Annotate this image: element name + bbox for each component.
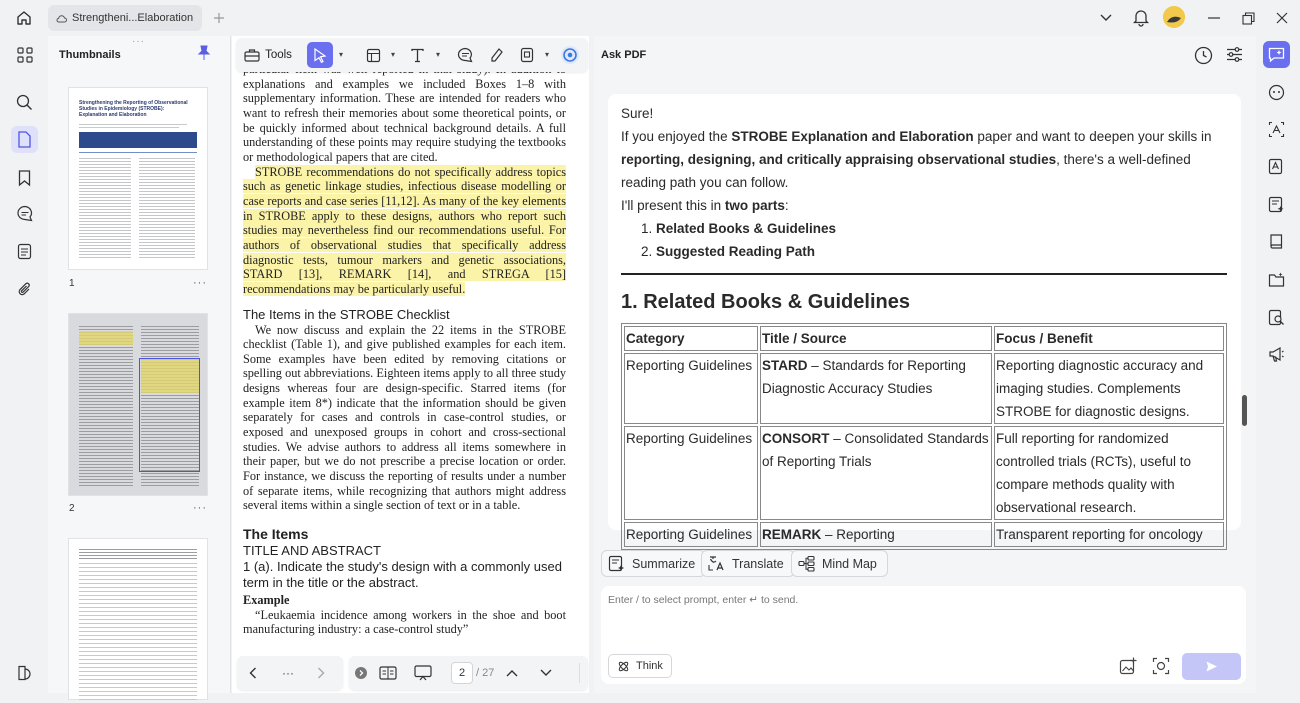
summarize-icon — [608, 555, 625, 572]
thumbnail-more-icon[interactable]: ··· — [193, 502, 207, 514]
mind-map-icon — [798, 555, 815, 572]
chevron-left-icon[interactable] — [242, 662, 264, 684]
table-header-row — [624, 326, 1224, 351]
page-nav-left — [237, 656, 343, 690]
filter-settings-icon[interactable] — [1226, 46, 1243, 63]
search-document-icon[interactable] — [1263, 304, 1290, 331]
horizontal-rule — [621, 273, 1227, 275]
apps-grid-icon[interactable] — [11, 41, 38, 68]
chevron-down-icon[interactable] — [535, 662, 557, 684]
ocr-text-icon[interactable] — [1263, 153, 1290, 180]
add-image-icon[interactable] — [1119, 657, 1137, 675]
thumbnail-page-number: 1 — [69, 278, 75, 289]
answer-intro: If you enjoyed the STROBE Explanation and Elaboration paper and want to deepen your skills in reporting, designing, and critically appraising observational studies, there's a well-defined reading path you can follow. — [621, 129, 1212, 190]
item-text: 1 (a). Indicate the study's design with a commonly used term in the title or the abstract. — [243, 559, 562, 591]
viewport-indicator[interactable] — [139, 358, 200, 472]
table-cell: Full reporting for randomized controlled trials (RCTs), useful to compare methods quality with observational research. — [994, 426, 1224, 520]
folder-ai-icon[interactable] — [1263, 266, 1290, 293]
cloud-icon — [56, 14, 67, 23]
think-label: Think — [636, 660, 663, 672]
highlighted-paragraph — [243, 165, 566, 297]
answer-present: I'll present this in two parts: — [621, 198, 789, 213]
list-item: 2. Suggested Reading Path — [641, 244, 816, 259]
section-heading: The Items — [243, 526, 309, 543]
atom-icon — [617, 660, 630, 673]
comments-icon[interactable] — [11, 200, 38, 227]
ask-pdf-chat-icon[interactable] — [1263, 41, 1290, 68]
summarize-button[interactable] — [601, 550, 706, 577]
thumbnail-table-header — [79, 549, 197, 559]
tools-label: Tools — [265, 49, 292, 61]
answer-greeting: Sure! — [621, 106, 654, 121]
send-button[interactable] — [1182, 653, 1241, 680]
bell-icon[interactable] — [1130, 6, 1152, 28]
restore-icon[interactable] — [1237, 7, 1259, 29]
thumbnail-banner — [79, 132, 197, 148]
document-page — [243, 62, 566, 637]
thumbnail-highlight — [79, 331, 133, 345]
chevron-down-icon[interactable]: ▾ — [391, 50, 396, 59]
thumbnail-table — [79, 563, 197, 703]
document-settings-icon[interactable] — [11, 659, 38, 686]
page-total: / 27 — [476, 667, 495, 679]
table-cell: STARD – Standards for Reporting Diagnostic Accuracy Studies — [760, 353, 992, 424]
comment-tool-icon[interactable] — [453, 42, 477, 68]
minimize-icon[interactable] — [1203, 7, 1225, 29]
ai-translate-icon[interactable] — [1263, 116, 1290, 143]
prompt-placeholder[interactable]: Enter / to select prompt, enter ↵ to send. — [608, 594, 799, 606]
table-row — [624, 426, 1224, 520]
thumbnail-heading: Strengthening the Reporting of Observational Studies in Epidemiology (STROBE): Explanation and Elaboration — [79, 100, 188, 118]
pen-tool-icon[interactable] — [486, 42, 508, 68]
pin-icon[interactable] — [197, 45, 211, 61]
mind-map-label: Mind Map — [822, 556, 877, 571]
thumbnails-page-icon[interactable] — [11, 126, 38, 153]
table-cell: REMARK – Reporting — [760, 522, 992, 547]
divider — [579, 663, 580, 683]
annotation-toolbar — [236, 38, 588, 72]
translate-button[interactable] — [701, 550, 795, 577]
reading-mode-icon[interactable] — [377, 662, 399, 684]
guidelines-table — [621, 323, 1227, 550]
summarize-label: Summarize — [632, 556, 696, 571]
chevron-down-icon[interactable]: ▾ — [545, 50, 550, 59]
layers-icon[interactable] — [11, 238, 38, 265]
ai-assistant-icon[interactable] — [558, 42, 582, 68]
home-icon[interactable] — [13, 7, 35, 29]
thumbnail-column — [79, 326, 133, 486]
thumbnails-panel — [48, 36, 231, 693]
attachment-icon[interactable] — [11, 276, 38, 303]
thumbnail-page-1[interactable] — [69, 88, 207, 269]
table-cell: Reporting Guidelines — [624, 353, 758, 424]
answer-content — [621, 102, 1227, 550]
document-viewer[interactable] — [232, 36, 589, 693]
ai-summary-icon[interactable] — [1263, 191, 1290, 218]
select-cursor-icon[interactable] — [307, 42, 333, 68]
answer-scrollbar[interactable] — [1242, 395, 1247, 426]
prompt-box[interactable] — [601, 586, 1246, 684]
stamp-tool-icon[interactable] — [516, 42, 538, 68]
paragraph: explanations and examples we included Boxes 1–8 with supplementary information. These are intended for readers who want to refresh their memories about some theoretical points, or be quickly informed about technical background details. A full understanding of these points may require studying the textbooks or methodological papers that are cited. — [243, 76, 566, 164]
page-nav-right — [349, 656, 588, 690]
tools-button[interactable] — [242, 42, 294, 68]
tab-title: Strengtheni...Elaboration — [72, 12, 194, 24]
paragraph: We now discuss and explain the 22 items in the STROBE checklist (Table 1), and give published examples for each item. Some examples have been edited by removing citations or spelling out abbreviations. Eighteen items apply to all three study designs whereas four are design-specific. Starred items (for example item 8*) indicate that the information should be given separately for cases and controls in case-control studies, or exposed and unexposed groups in cohort and cross-sectional studies. We advise authors to address all items somewhere in their paper, but we do not prescribe a precise location or order. For instance, we discuss the reporting of results under a number of separate items, while recognizing that authors might address several items within a single section of text or in a table. — [243, 322, 566, 513]
table-cell: Reporting Guidelines — [624, 522, 758, 547]
thumbnail-column — [79, 158, 131, 258]
table-row — [624, 522, 1224, 547]
thumbnail-column — [139, 158, 195, 258]
text-tool-icon[interactable] — [406, 42, 428, 68]
history-icon[interactable] — [1194, 46, 1213, 65]
table-cell: Reporting Guidelines — [624, 426, 758, 520]
bookmark-icon[interactable] — [11, 164, 38, 191]
highlight-annotation[interactable]: STROBE recommendations do not specifically address topics such as genetic linkage studies, infectious disease modelling or case reports and case series [11,12]. As many of the key elements in STROBE apply to these designs, authors who report such studies may nevertheless find our recommendations useful. For authors of observational studies that specifically address diagnostic tests, tumour markers and genetic associations, STARD [13], REMARK [14], and STREGA [15] recommendations may be particularly useful. — [243, 164, 566, 296]
table-row — [624, 353, 1224, 424]
send-icon — [1205, 660, 1218, 673]
resize-handle[interactable]: ··· — [132, 36, 145, 47]
new-tab-icon[interactable] — [208, 7, 230, 29]
ai-chat-icon[interactable] — [1263, 79, 1290, 106]
table-cell: CONSORT – Consolidated Standards of Reporting Trials — [760, 426, 992, 520]
table-header: Title / Source — [760, 326, 992, 351]
translate-icon — [708, 555, 725, 572]
translate-label: Translate — [732, 556, 784, 571]
think-toggle[interactable] — [608, 654, 672, 678]
title-bar — [0, 0, 1300, 36]
chevron-down-icon[interactable]: ▾ — [436, 50, 441, 59]
left-rail — [0, 36, 48, 693]
thumbnail-page-3[interactable] — [69, 539, 207, 699]
toolbox-icon — [244, 48, 260, 62]
book-icon[interactable] — [1263, 228, 1290, 255]
list-item: 1. Related Books & Guidelines — [641, 221, 837, 236]
section-heading: The Items in the STROBE Checklist — [243, 306, 450, 322]
chevron-down-icon[interactable]: ▾ — [339, 50, 344, 59]
example-label: Example — [243, 593, 290, 608]
table-header: Focus / Benefit — [994, 326, 1224, 351]
more-icon[interactable]: ··· — [282, 666, 294, 680]
thumbnails-title: Thumbnails — [59, 49, 121, 61]
right-tool-rail — [1256, 36, 1300, 693]
thumbnail-page-number: 2 — [69, 503, 75, 514]
presentation-icon[interactable] — [412, 662, 434, 684]
screenshot-icon[interactable] — [1152, 657, 1170, 675]
ai-answer-card — [608, 94, 1241, 542]
table-header: Category — [624, 326, 758, 351]
chevron-down-icon[interactable] — [1095, 7, 1117, 29]
search-icon[interactable] — [11, 89, 38, 116]
document-tab[interactable] — [48, 5, 202, 31]
table-cell: Transparent reporting for oncology — [994, 522, 1224, 547]
megaphone-icon[interactable] — [1263, 341, 1290, 368]
panel-title: Ask PDF — [601, 49, 647, 61]
thumbnail-more-icon[interactable]: ··· — [193, 277, 207, 289]
subsection-heading: TITLE AND ABSTRACT — [243, 543, 381, 559]
thumbnail-page-2[interactable] — [69, 314, 207, 495]
area-select-icon[interactable] — [362, 42, 384, 68]
chevron-up-icon[interactable] — [501, 662, 523, 684]
example-text: “Leukaemia incidence among workers in the shoe and boot manufacturing industry: a case-control study” — [243, 607, 566, 637]
avatar[interactable] — [1163, 6, 1185, 28]
expand-circle-icon[interactable] — [350, 662, 372, 684]
close-icon[interactable] — [1271, 7, 1293, 29]
chevron-right-icon[interactable] — [310, 662, 332, 684]
mind-map-button[interactable] — [791, 550, 888, 577]
answer-section-title: 1. Related Books & Guidelines — [621, 291, 910, 313]
page-number-input[interactable]: 2 — [451, 662, 473, 684]
table-cell: Reporting diagnostic accuracy and imaging studies. Complements STROBE for diagnostic designs. — [994, 353, 1224, 424]
